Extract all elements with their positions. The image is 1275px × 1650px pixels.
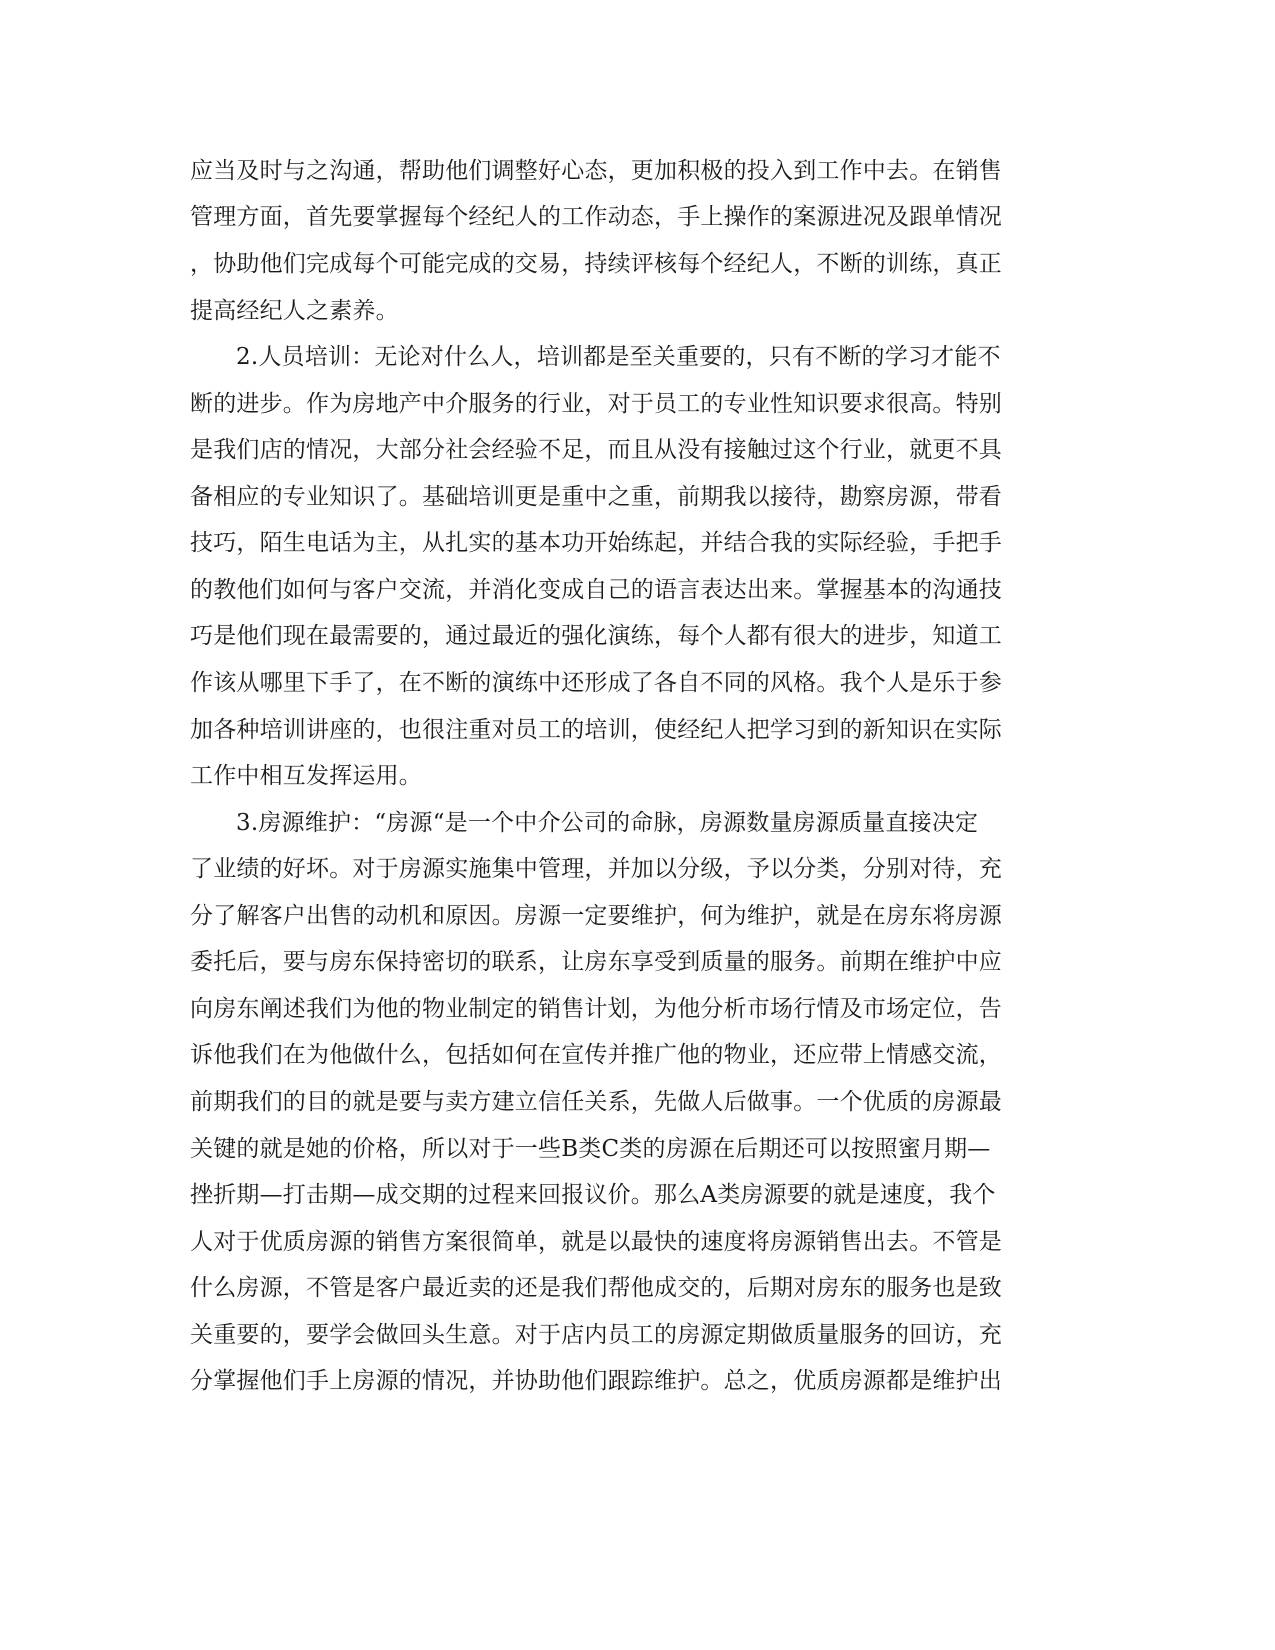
- text-line: 工作中相互发挥运用。: [190, 763, 422, 789]
- text-line: 是我们店的情况，大部分社会经验不足，而且从没有接触过这个行业，就更不具: [190, 437, 1002, 463]
- text-line: 分了解客户出售的动机和原因。房源一定要维护，何为维护，就是在房东将房源: [190, 903, 1002, 929]
- text-line: 备相应的专业知识了。基础培训更是重中之重，前期我以接待，勘察房源，带看: [190, 484, 1002, 510]
- text-line: 作该从哪里下手了，在不断的演练中还形成了各自不同的风格。我个人是乐于参: [190, 670, 1002, 696]
- text-line: ，协助他们完成每个可能完成的交易，持续评核每个经纪人，不断的训练，真正: [190, 251, 1002, 277]
- text-line: 技巧，陌生电话为主，从扎实的基本功开始练起，并结合我的实际经验，手把手: [190, 530, 1002, 556]
- text-line: 关重要的，要学会做回头生意。对于店内员工的房源定期做质量服务的回访，充: [190, 1322, 1002, 1348]
- text-line: 挫折期—打击期—成交期的过程来回报议价。那么A类房源要的就是速度，我个: [190, 1182, 996, 1208]
- text-line: 巧是他们现在最需要的，通过最近的强化演练，每个人都有很大的进步，知道工: [190, 623, 1002, 649]
- text-line: 加各种培训讲座的，也很注重对员工的培训，使经纪人把学习到的新知识在实际: [190, 717, 1002, 743]
- text-line: 向房东阐述我们为他的物业制定的销售计划，为他分析市场行情及市场定位，告: [190, 996, 1002, 1022]
- text-line: 前期我们的目的就是要与卖方建立信任关系，先做人后做事。一个优质的房源最: [190, 1089, 1002, 1115]
- text-line: 分掌握他们手上房源的情况，并协助他们跟踪维护。总之，优质房源都是维护出: [190, 1368, 1002, 1394]
- text-line: 提高经纪人之素养。: [190, 298, 399, 324]
- text-line: 断的进步。作为房地产中介服务的行业，对于员工的专业性知识要求很高。特别: [190, 391, 1002, 417]
- section-2-heading-line: 2.人员培训：无论对什么人，培训都是至关重要的，只有不断的学习才能不: [236, 344, 1001, 370]
- text-line: 什么房源，不管是客户最近卖的还是我们帮他成交的，后期对房东的服务也是致: [190, 1275, 1002, 1301]
- text-line: 应当及时与之沟通，帮助他们调整好心态，更加积极的投入到工作中去。在销售: [190, 158, 1002, 184]
- section-3-heading-line: 3.房源维护：“房源“是一个中介公司的命脉，房源数量房源质量直接决定: [236, 810, 979, 836]
- text-line: 了业绩的好坏。对于房源实施集中管理，并加以分级，予以分类，分别对待，充: [190, 856, 1002, 882]
- text-line: 关键的就是她的价格，所以对于一些B类C类的房源在后期还可以按照蜜月期—: [190, 1136, 991, 1162]
- text-line: 管理方面，首先要掌握每个经纪人的工作动态，手上操作的案源进况及跟单情况: [190, 204, 1002, 230]
- text-line: 委托后，要与房东保持密切的联系，让房东享受到质量的服务。前期在维护中应: [190, 949, 1002, 975]
- text-line: 诉他我们在为他做什么，包括如何在宣传并推广他的物业，还应带上情感交流，: [190, 1042, 1002, 1068]
- text-line: 的教他们如何与客户交流，并消化变成自己的语言表达出来。掌握基本的沟通技: [190, 577, 1002, 603]
- text-line: 人对于优质房源的销售方案很简单，就是以最快的速度将房源销售出去。不管是: [190, 1229, 1002, 1255]
